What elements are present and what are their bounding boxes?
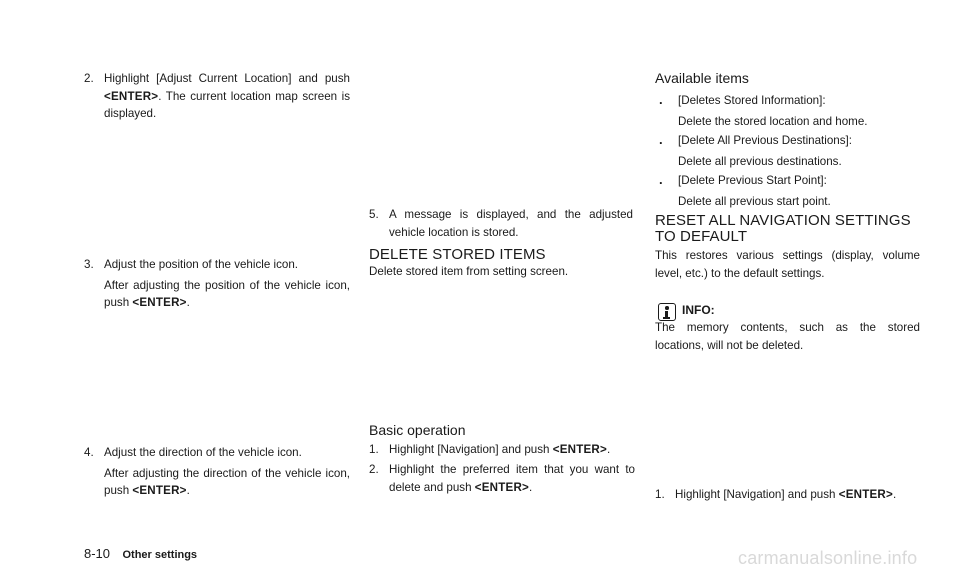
available-items-title: Available items (655, 70, 749, 86)
item-label: [Deletes Stored Information]: (678, 94, 826, 107)
enter-key-label: <ENTER> (132, 484, 187, 497)
step-text: Adjust the direction of the vehicle icon. (104, 446, 302, 459)
step-text: Adjust the position of the vehicle icon. (104, 258, 298, 271)
step-number: 2. (369, 463, 379, 476)
operation-step-2 (369, 461, 635, 496)
step-text: Highlight [Adjust Current Location] and push (104, 72, 350, 85)
bullet: . (659, 132, 663, 147)
step-text: A message is displayed, and the adjusted vehicle location is stored. (389, 208, 633, 239)
info-text: The memory contents, such as the stored locations, will not be deleted. (655, 321, 920, 352)
subtext-main: After adjusting the direction of the vehicle icon, push (104, 466, 350, 497)
reset-title-line-2: TO DEFAULT (655, 228, 748, 245)
subtext-tail: . (186, 296, 190, 309)
item-description: Delete all previous start point. (678, 194, 831, 208)
basic-operation-title: Basic operation (369, 422, 466, 438)
step-number: 5. (369, 208, 379, 221)
enter-key-label: <ENTER> (132, 296, 187, 309)
info-label: INFO: (682, 303, 715, 317)
step-number: 1. (655, 488, 665, 501)
step-number: 4. (84, 446, 94, 459)
item-label: [Delete Previous Start Point]: (678, 174, 827, 187)
reset-description: This restores various settings (display, volume level, etc.) to the default settings. (655, 249, 920, 280)
step-text: Highlight [Navigation] and push (389, 443, 550, 456)
step-text-tail: . (892, 488, 897, 501)
enter-key-label: <ENTER> (552, 443, 607, 456)
step-text: Highlight the preferred item that you want to delete and push (389, 463, 635, 494)
step-number: 2. (84, 72, 94, 85)
enter-key-label: <ENTER> (838, 488, 893, 501)
list-item (659, 92, 919, 130)
subtext-main: After adjusting the position of the vehicle icon, push (104, 278, 350, 309)
step-3 (84, 256, 350, 312)
chapter-title: Other settings (122, 549, 198, 561)
step-text-tail: . The current location map screen is displayed. (104, 89, 350, 120)
list-item (659, 132, 919, 170)
item-label: [Delete All Previous Destinations]: (678, 134, 852, 147)
operation-step-1 (369, 441, 635, 459)
step-text-tail: . (528, 480, 533, 494)
subtext-tail: . (186, 484, 190, 497)
watermark: carmanualsonline.info (738, 548, 918, 568)
step-4 (84, 444, 350, 500)
step-5 (369, 206, 633, 241)
step-2 (84, 70, 350, 123)
section-title-reset (655, 213, 911, 245)
enter-key-label: <ENTER> (474, 480, 529, 494)
step-number: 3. (84, 258, 94, 271)
step-subtext (104, 277, 350, 312)
step-text-tail: . (606, 443, 611, 456)
bullet: . (659, 92, 663, 107)
step-subtext (104, 465, 350, 500)
enter-key-label: <ENTER> (104, 89, 159, 103)
list-item (659, 172, 919, 210)
operation-step-1 (655, 486, 930, 504)
step-text: Highlight [Navigation] and push (675, 488, 836, 501)
section-title-delete-stored-items: DELETE STORED ITEMS (369, 246, 546, 263)
reset-title-line-1: RESET ALL NAVIGATION SETTINGS (655, 212, 911, 229)
item-description: Delete all previous destinations. (678, 154, 842, 168)
bullet: . (659, 172, 663, 187)
section-intro: Delete stored item from setting screen. (369, 265, 569, 278)
item-description: Delete the stored location and home. (678, 114, 868, 128)
page-footer (84, 545, 197, 563)
step-number: 1. (369, 443, 379, 456)
page-number: 8-10 (84, 546, 111, 561)
